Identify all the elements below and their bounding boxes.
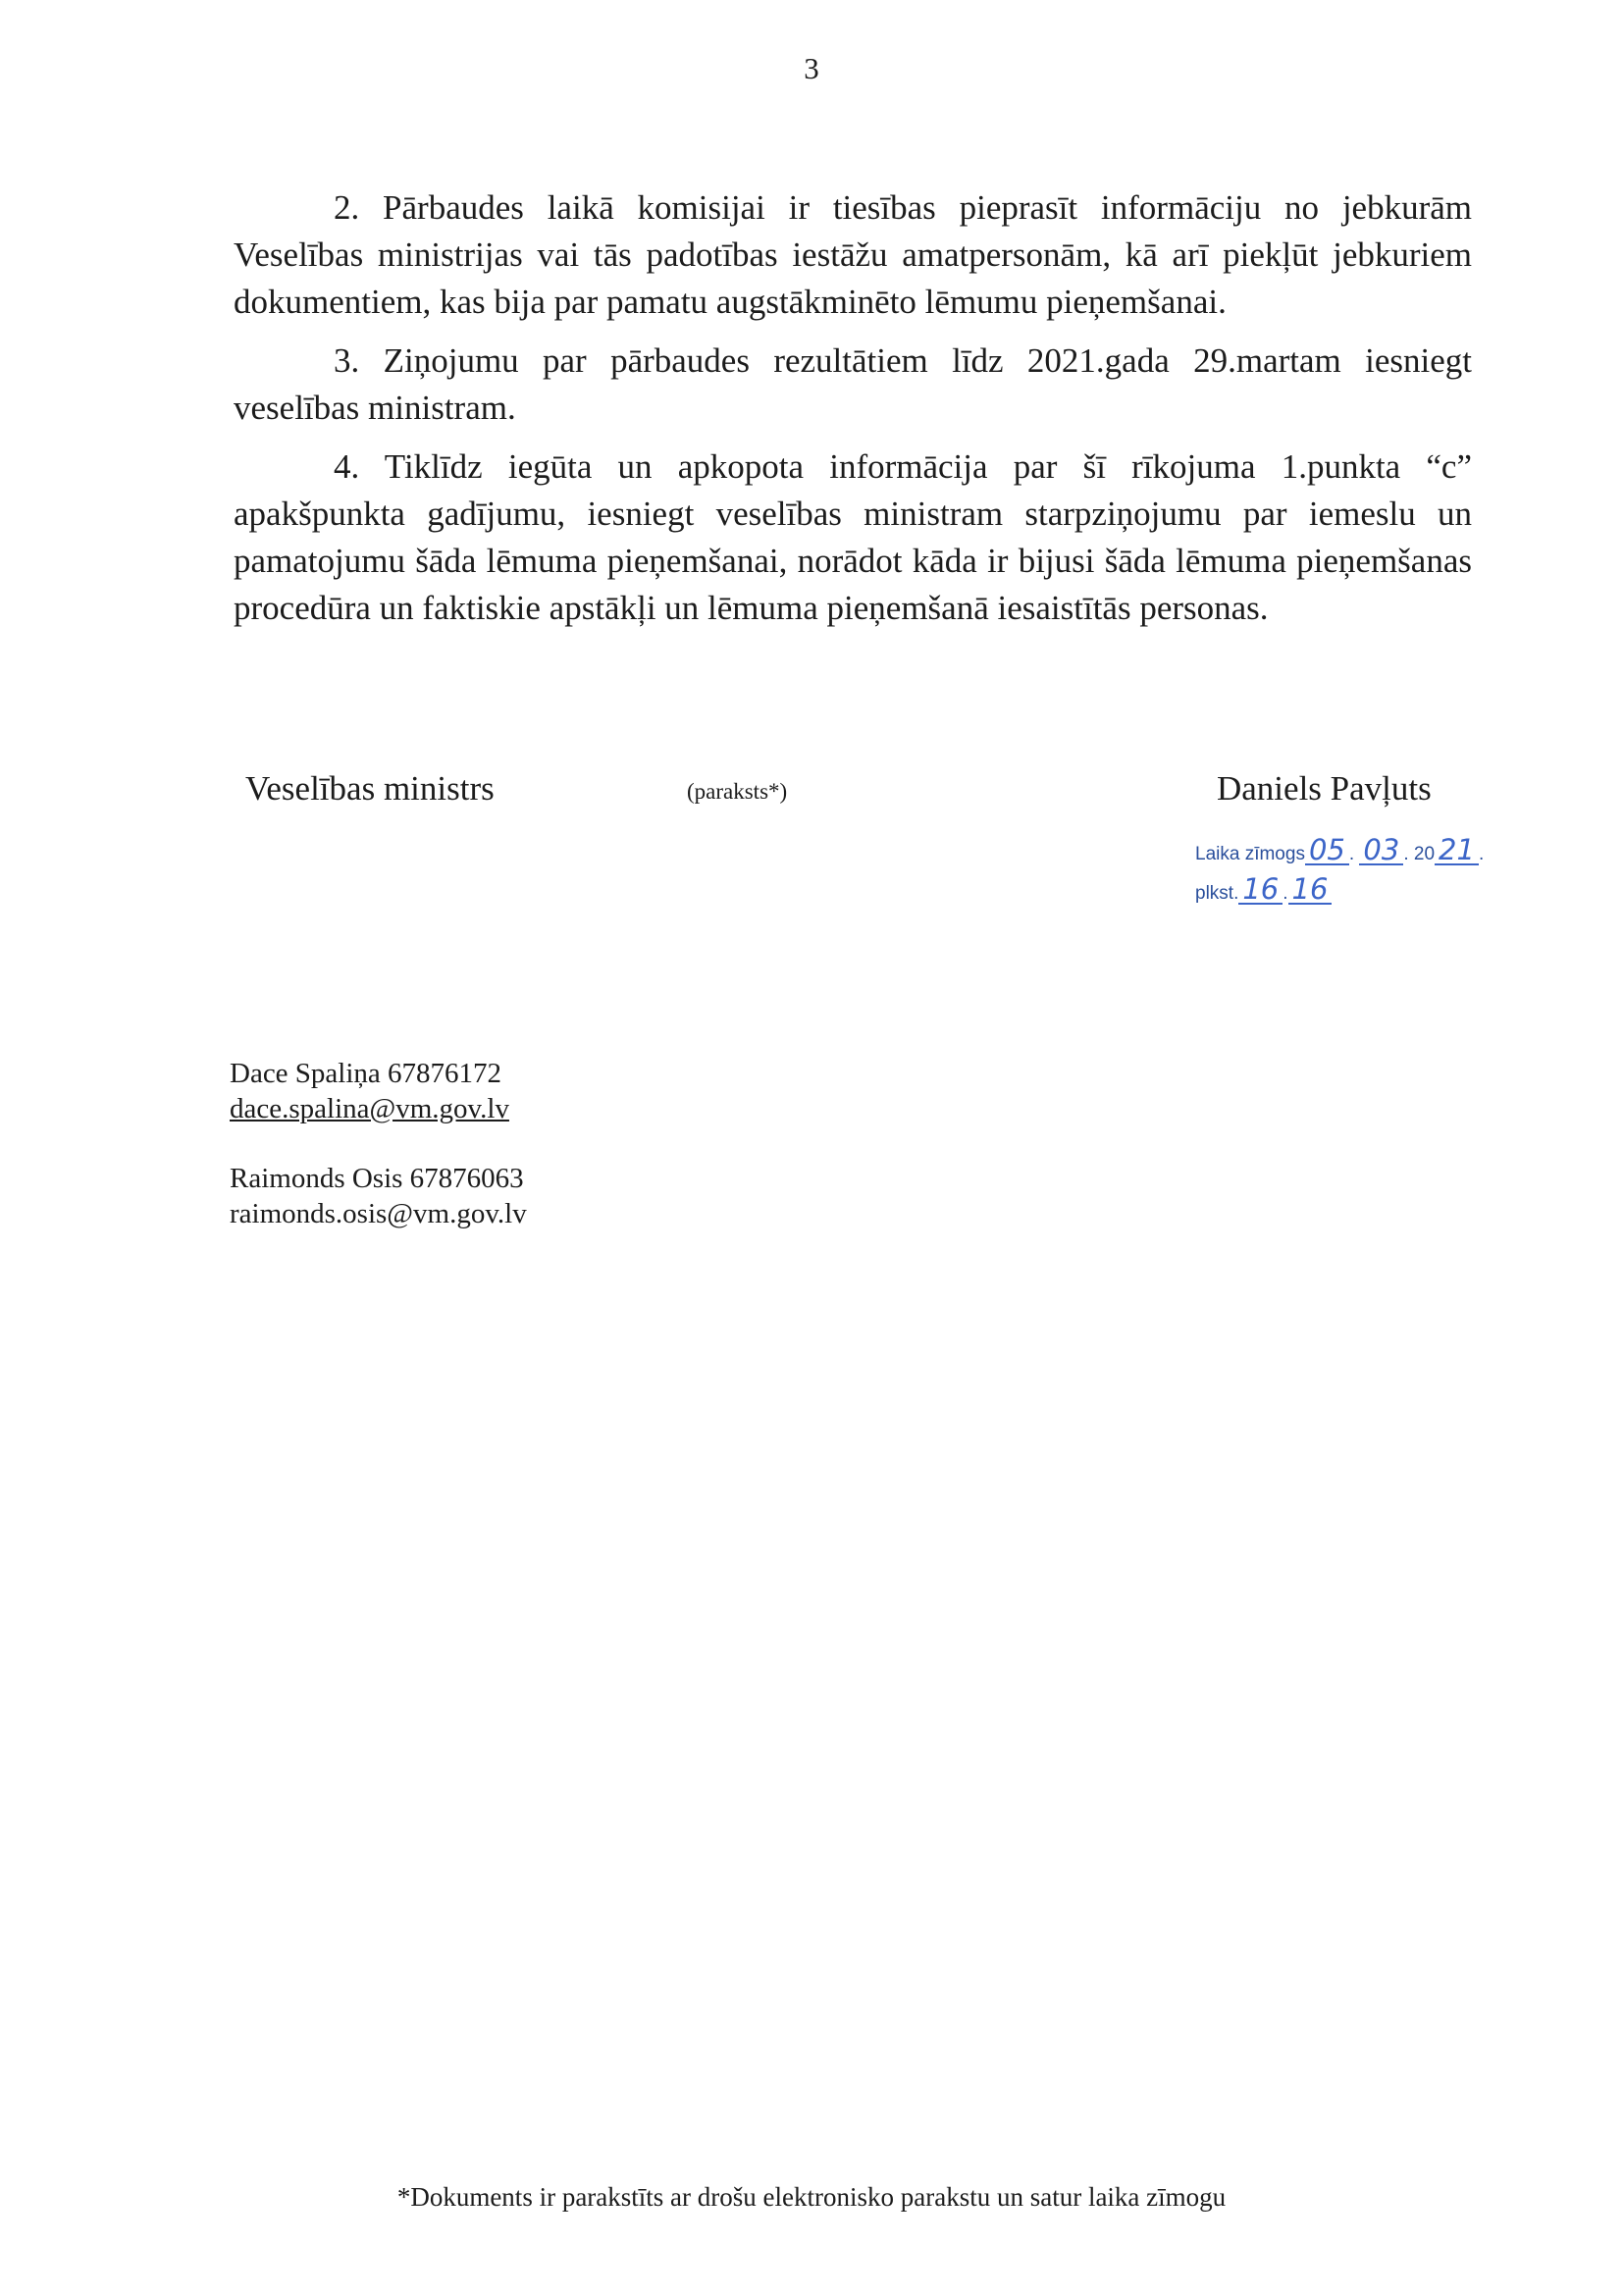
document-body (234, 184, 1472, 644)
stamp-day: 05 (1305, 836, 1349, 865)
stamp-year-prefix: 20 (1413, 844, 1436, 864)
signatory-name: Daniels Pavļuts (1217, 769, 1432, 808)
paragraph-2: 2. Pārbaudes laikā komisijai ir tiesības pieprasīt informāciju no jebkurām Veselības ministrijas vai tās padotības iestāžu amatpersonām, kā arī piekļūt jebkuriem dokumentiem, kas bija par pamatu augstākminēto lēmumu pieņemšanai. (234, 188, 1472, 321)
contacts (230, 1056, 527, 1266)
stamp-time-line: plkst. 16 . 16 (1195, 875, 1484, 914)
stamp-hour: 16 (1238, 875, 1283, 905)
stamp-year-suffix: 21 (1435, 836, 1479, 865)
time-stamp (1195, 833, 1485, 914)
stamp-time-label: plkst. (1195, 883, 1239, 904)
signatory-title: Veselības ministrs (245, 769, 495, 808)
signature-block (0, 769, 1623, 818)
signature-mark: (paraksts*) (687, 779, 788, 804)
stamp-label: Laika zīmogs (1195, 844, 1305, 864)
footnote: *Dokuments ir parakstīts ar drošu elektronisko parakstu un satur laika zīmogu (396, 2182, 1227, 2212)
stamp-month: 03 (1359, 836, 1403, 865)
stamp-date-line: Laika zīmogs 05 . 03 . 20 21 . (1195, 833, 1485, 866)
stamp-minute: 16 (1288, 875, 1333, 905)
paragraph-4: 4. Tiklīdz iegūta un apkopota informācija par šī rīkojuma 1.punkta “c” apakšpunkta gadījumu, iesniegt veselības ministram starpziņojumu par iemeslu un pamatojumu šāda lēmuma pieņemšanai, norādot kāda ir bijusi šāda lēmuma pieņemšanas procedūra un faktiskie apstākļi un lēmuma pieņemšanā iesaistītās personas. (234, 447, 1472, 627)
contact-email: raimonds.osis@vm.gov.lv (230, 1198, 527, 1229)
contact-name-phone: Raimonds Osis 67876063 (230, 1163, 524, 1194)
contact-2 (230, 1161, 527, 1231)
contact-email-link[interactable]: dace.spalina@vm.gov.lv (230, 1093, 509, 1124)
contact-1 (230, 1056, 527, 1126)
paragraph-3: 3. Ziņojumu par pārbaudes rezultātiem līdz 2021.gada 29.martam iesniegt veselības ministram. (234, 341, 1472, 427)
contact-name-phone: Dace Spaliņa 67876172 (230, 1058, 502, 1089)
page-number: 3 (804, 51, 819, 85)
